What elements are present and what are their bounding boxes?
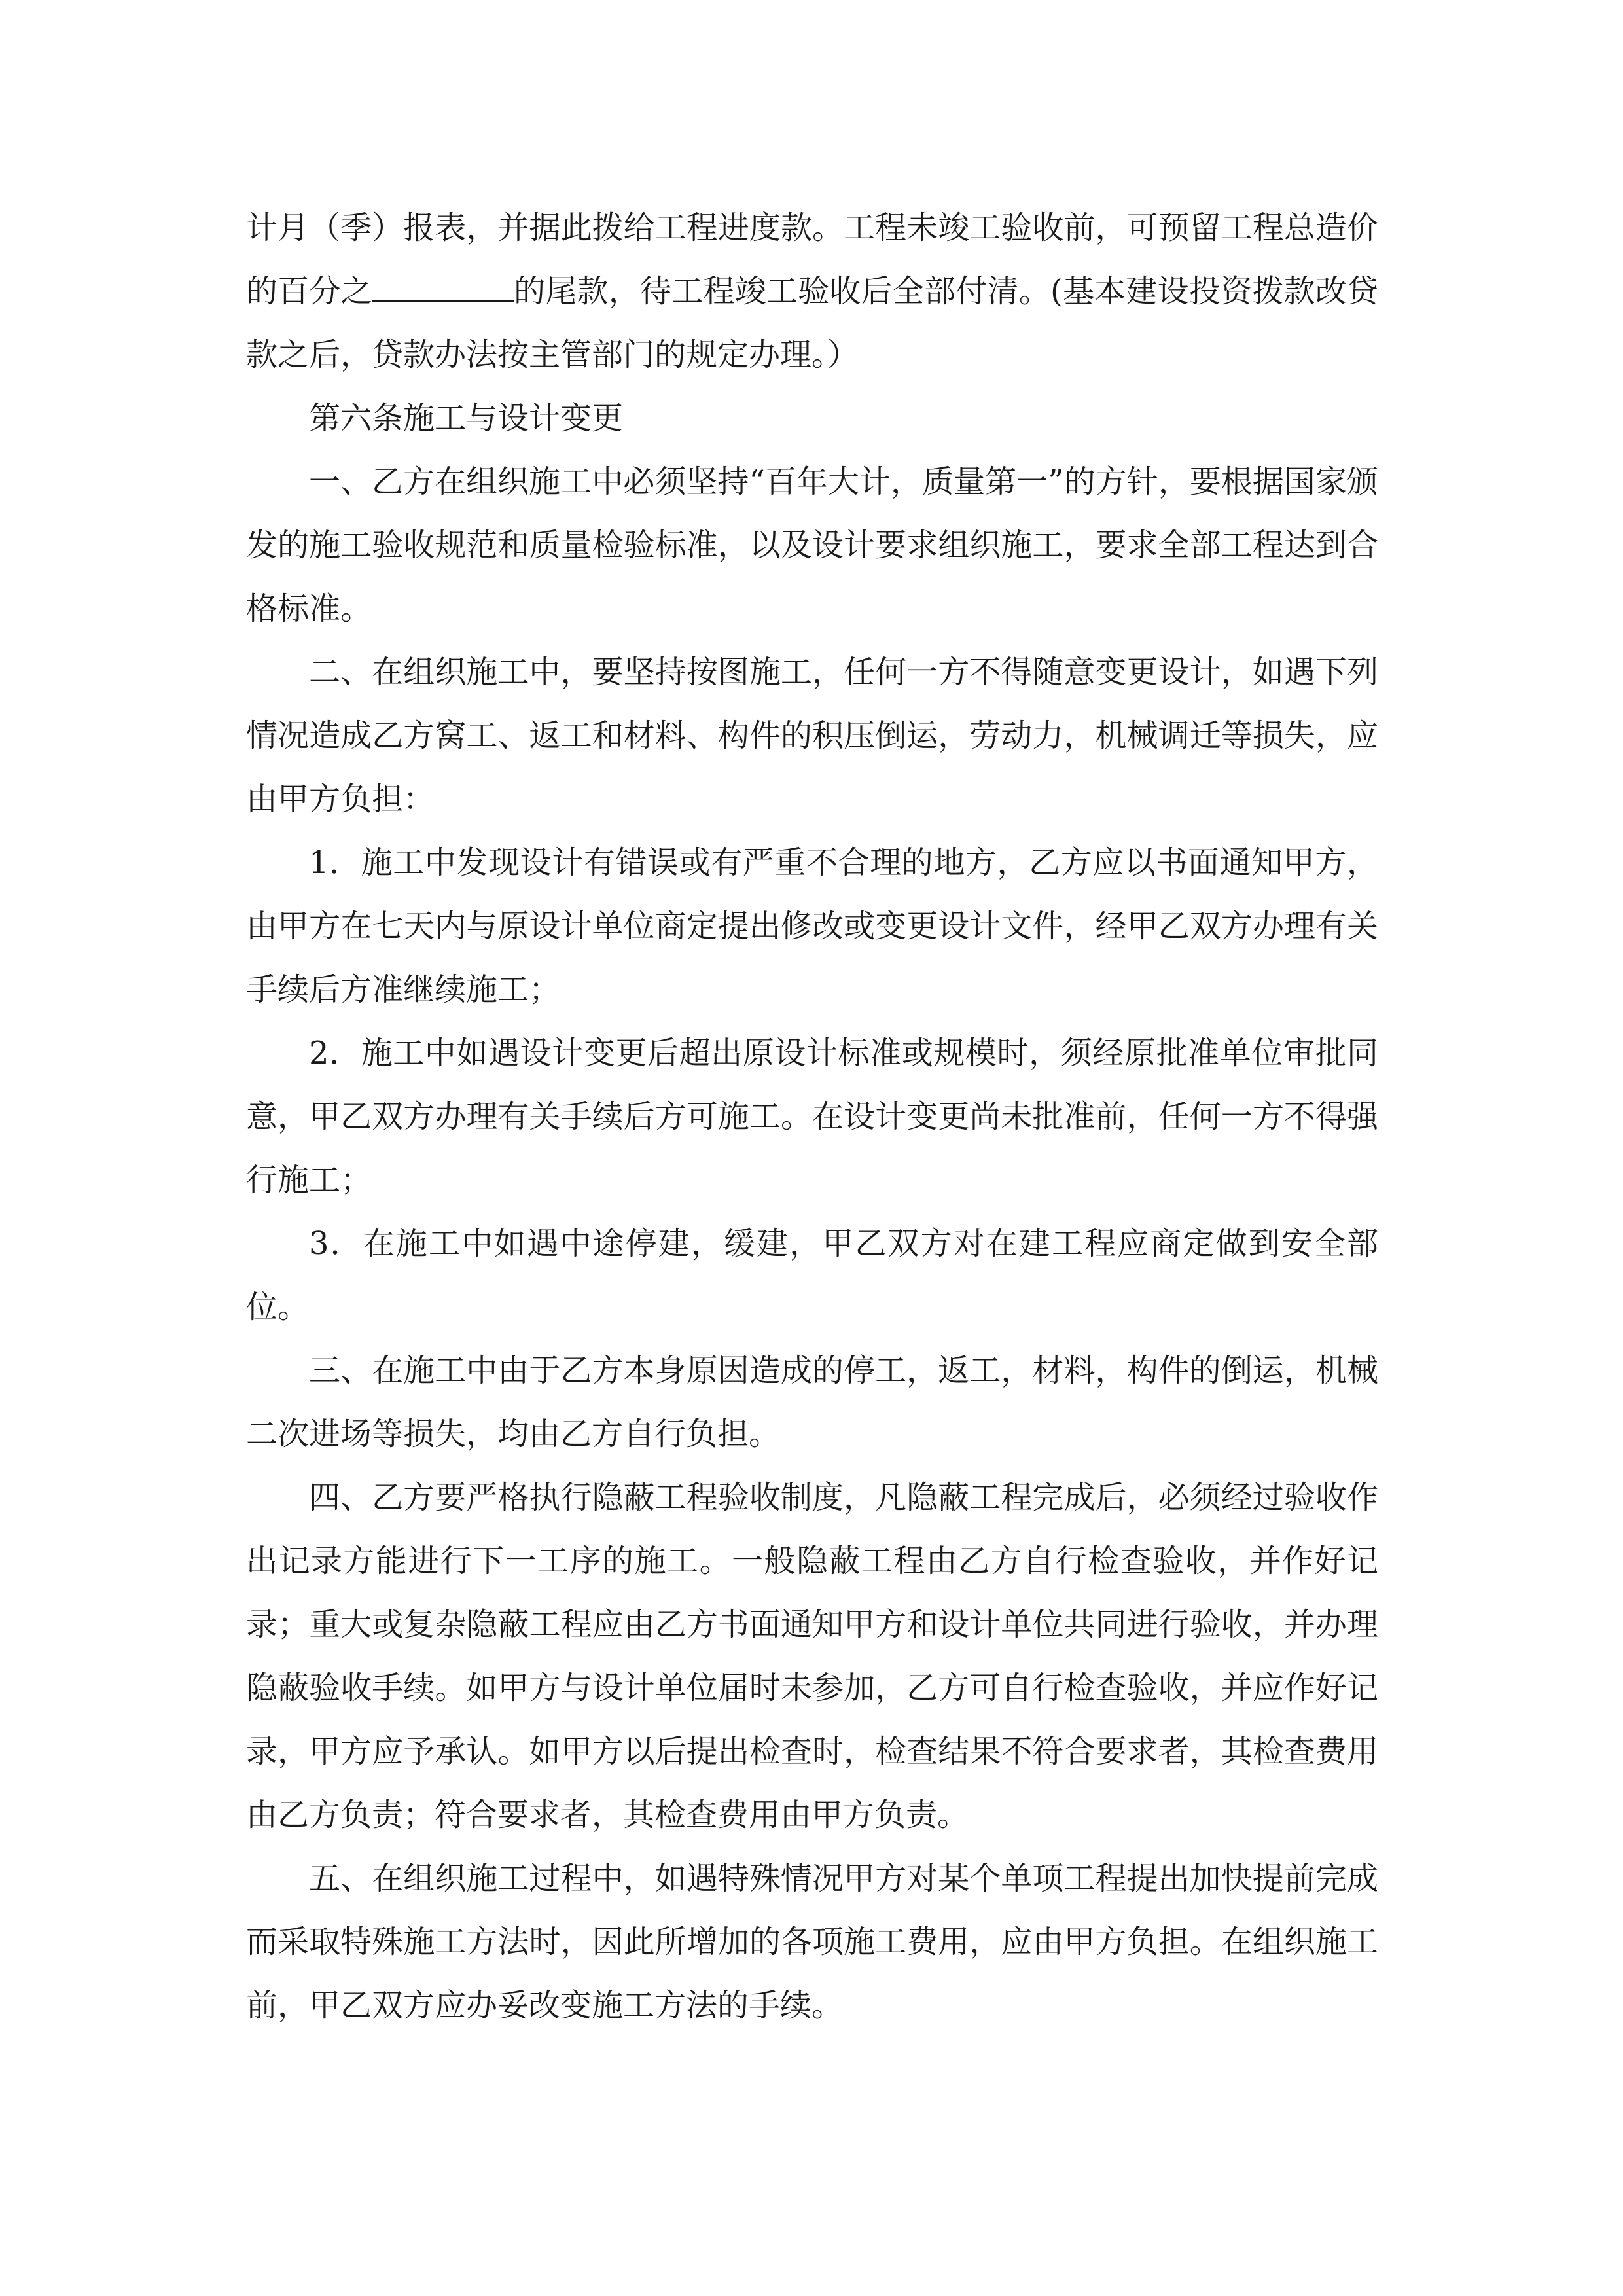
paragraph-text: 三、在施工中由于乙方本身原因造成的停工，返工，材料，构件的倒运，机械二次进场等损失，均由乙方自行负担。 [246, 1352, 1378, 1452]
paragraph-p5 [246, 1022, 1378, 1212]
paragraph-text: 计月（季）报表，并据此拨给工程进度款。工程未竣工验收前，可预留工程总造价的百分之 [246, 209, 1378, 310]
document-body [246, 196, 1378, 2037]
paragraph-text: 1．施工中发现设计有错误或有严重不合理的地方，乙方应以书面通知甲方，由甲方在七天内与原设计单位商定提出修改或变更设计文件，经甲乙双方办理有关手续后方准继续施工； [246, 844, 1378, 1008]
paragraph-p0 [246, 196, 1378, 387]
paragraph-text: 第六条施工与设计变更 [309, 400, 624, 437]
paragraph-p8 [246, 1466, 1378, 1847]
paragraph-p2 [246, 450, 1378, 641]
fill-in-blank [372, 274, 514, 302]
paragraph-p3 [246, 641, 1378, 831]
paragraph-text: 一、乙方在组织施工中必须坚持“百年大计，质量第一”的方针，要根据国家颁发的施工验收规范和质量检验标准，以及设计要求组织施工，要求全部工程达到合格标准。 [246, 463, 1378, 627]
paragraph-p7 [246, 1339, 1378, 1466]
paragraph-text: 3．在施工中如遇中途停建，缓建，甲乙双方对在建工程应商定做到安全部位。 [246, 1225, 1378, 1325]
paragraph-p1 [246, 387, 1378, 450]
paragraph-p9 [246, 1847, 1378, 2037]
paragraph-text: 四、乙方要严格执行隐蔽工程验收制度，凡隐蔽工程完成后，必须经过验收作出记录方能进行下一工序的施工。一般隐蔽工程由乙方自行检查验收，并作好记录；重大或复杂隐蔽工程应由乙方书面通知甲方和设计单位共同进行验收，并办理隐蔽验收手续。如甲方与设计单位届时未参加，乙方可自行检查验收，并应作好记录，甲方应予承认。如甲方以后提出检查时，检查结果不符合要求者，其检查费用由乙方负责；符合要求者，其检查费用由甲方负责。 [246, 1479, 1378, 1833]
paragraph-p6 [246, 1212, 1378, 1339]
paragraph-text: 的尾款，待工程竣工验收后全部付清。(基本建设投资拨款改贷款之后，贷款办法按主管部门的规定办理。） [246, 273, 1378, 373]
paragraph-text: 二、在组织施工中，要坚持按图施工，任何一方不得随意变更设计，如遇下列情况造成乙方窝工、返工和材料、构件的积压倒运，劳动力，机械调迁等损失，应由甲方负担： [246, 654, 1378, 817]
paragraph-p4 [246, 831, 1378, 1022]
paragraph-text: 五、在组织施工过程中，如遇特殊情况甲方对某个单项工程提出加快提前完成而采取特殊施工方法时，因此所增加的各项施工费用，应由甲方负担。在组织施工前，甲乙双方应办妥改变施工方法的手续。 [246, 1860, 1378, 2024]
paragraph-text: 2．施工中如遇设计变更后超出原设计标准或规模时，须经原批准单位审批同意，甲乙双方办理有关手续后方可施工。在设计变更尚未批准前，任何一方不得强行施工； [246, 1035, 1378, 1198]
